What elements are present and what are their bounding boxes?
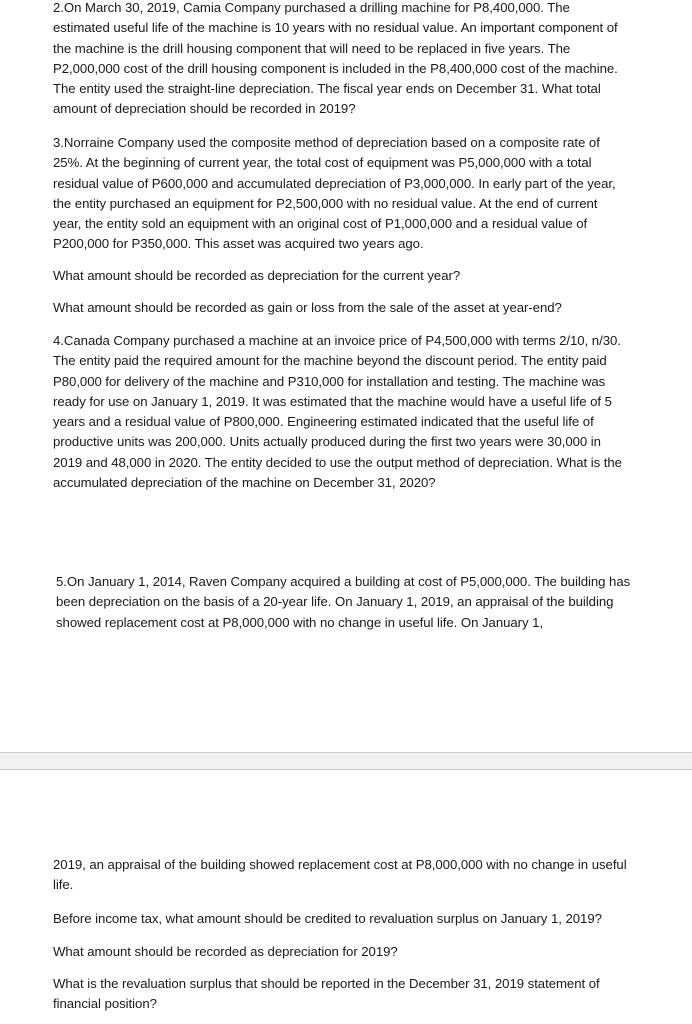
- question-2-paragraph: 2.On March 30, 2019, Camia Company purchased a drilling machine for P8,400,000. The estimated useful life of the machine is 10 years with no residual value. An important component of the machine is the drill housing component that will need to be replaced in five years. The P2,000,000 cost of the drill housing component is included in the P8,400,000 cost of the machine. The entity used the straight-line depreciation. The fiscal year ends on December 31. What total amount of depreciation should be recorded in 2019?: [53, 0, 618, 117]
- question-4-paragraph: 4.Canada Company purchased a machine at an invoice price of P4,500,000 with terms 2/10, n/30. The entity paid the required amount for the machine beyond the discount period. The entity paid P80,000 for delivery of the machine and P310,000 for installation and testing. The machine was ready for use on January 1, 2019. It was estimated that the machine would have a useful life of 5 years and a residual value of P800,000. Engineering estimated indicated that the useful life of productive units was 200,000. Units actually produced during the first two years were 30,000 in 2019 and 48,000 in 2020. The entity decided to use the output method of depreciation. What is the accumulated depreciation of the machine on December 31, 2020?: [53, 333, 622, 491]
- question-5-paragraph: 5.On January 1, 2014, Raven Company acquired a building at cost of P5,000,000. The building has been depreciation on the basis of a 20-year life. On January 1, 2019, an appraisal of the building showed replacement cost at P8,000,000 with no change in useful life. On January 1,: [56, 574, 631, 630]
- question-5-part-c: What is the revaluation surplus that should be reported in the December 31, 2019 statement of financial position?: [53, 976, 600, 1012]
- question-3-part-a: What amount should be recorded as depreciation for the current year?: [53, 268, 461, 283]
- question-3-paragraph: 3.Norraine Company used the composite method of depreciation based on a composite rate of 25%. At the beginning of current year, the total cost of equipment was P5,000,000 with a total residual value of P600,000 and accumulated depreciation of P3,000,000. In early part of the year, the entity purchased an equipment for P2,500,000 with no residual value. At the end of current year, the entity sold an equipment with an original cost of P1,000,000 and a residual value of P200,000 for P350,000. This asset was acquired two years ago.: [53, 135, 616, 252]
- question-5-part-b: What amount should be recorded as depreciation for 2019?: [53, 944, 398, 959]
- question-5-continuation: 2019, an appraisal of the building showed replacement cost at P8,000,000 with no change in useful life.: [53, 857, 627, 893]
- question-5-part-a: Before income tax, what amount should be credited to revaluation surplus on January 1, 2019?: [53, 911, 602, 926]
- page-separator: [0, 752, 692, 770]
- question-3-part-b: What amount should be recorded as gain or loss from the sale of the asset at year-end?: [53, 300, 562, 315]
- document-page-2: [0, 770, 692, 1024]
